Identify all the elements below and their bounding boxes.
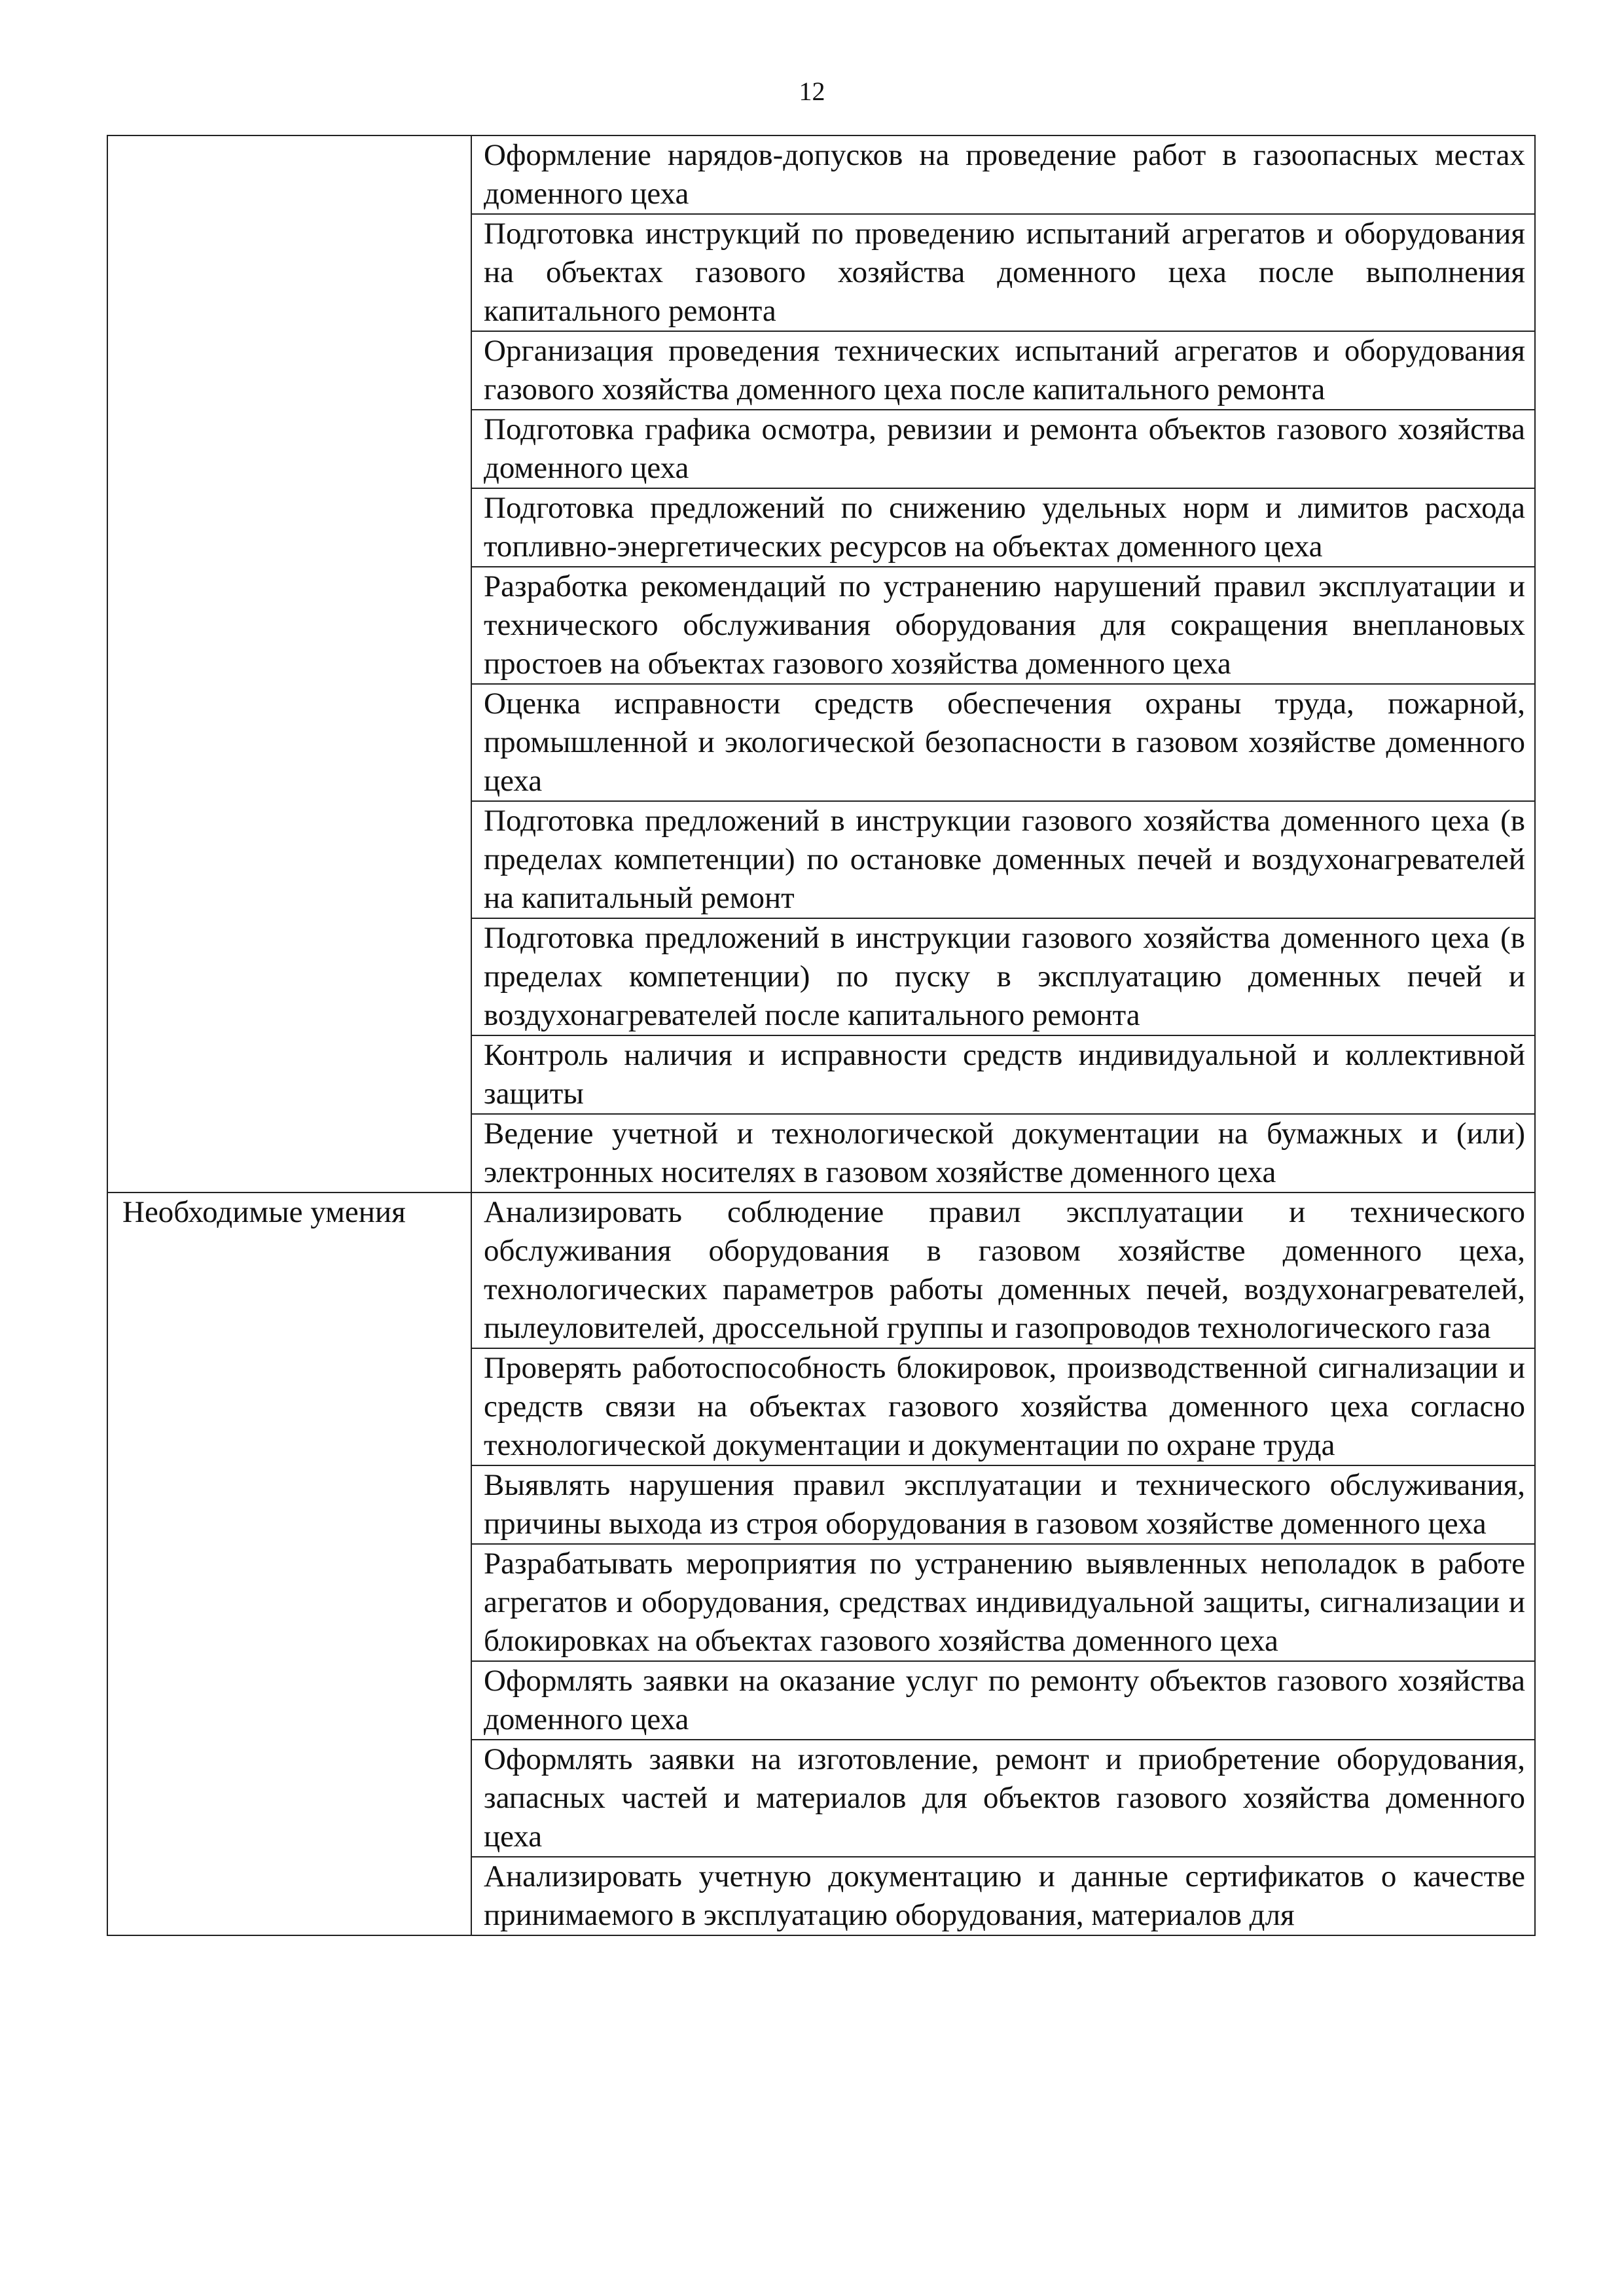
table-cell-item: Оценка исправности средств обеспечения охраны труда, пожарной, промышленной и экологической безопасности в газовом хозяйстве доменного цеха — [471, 684, 1535, 801]
table-cell-item: Подготовка инструкций по проведению испытаний агрегатов и оборудования на объектах газового хозяйства доменного цеха после выполнения капитального ремонта — [471, 214, 1535, 331]
table-cell-item: Анализировать соблюдение правил эксплуатации и технического обслуживания оборудования в газовом хозяйстве доменного цеха, технологических параметров работы доменных печей, воздухонагревателей, пылеуловителей, дроссельной группы и газопроводов технологического газа — [471, 1193, 1535, 1348]
requirements-table — [107, 135, 1536, 1936]
table-cell-item: Ведение учетной и технологической документации на бумажных и (или) электронных носителях в газовом хозяйстве доменного цеха — [471, 1114, 1535, 1193]
table-row — [107, 1193, 1535, 1348]
table-cell-item: Контроль наличия и исправности средств индивидуальной и коллективной защиты — [471, 1035, 1535, 1114]
table-cell-item: Выявлять нарушения правил эксплуатации и технического обслуживания, причины выхода из строя оборудования в газовом хозяйстве доменного цеха — [471, 1465, 1535, 1544]
table-cell-item: Разработка рекомендаций по устранению нарушений правил эксплуатации и технического обслуживания оборудования для сокращения внеплановых простоев на объектах газового хозяйства доменного цеха — [471, 567, 1535, 684]
table-cell-item: Подготовка предложений по снижению удельных норм и лимитов расхода топливно-энергетических ресурсов на объектах доменного цеха — [471, 488, 1535, 567]
table-cell-item: Оформлять заявки на изготовление, ремонт и приобретение оборудования, запасных частей и материалов для объектов газового хозяйства доменного цеха — [471, 1740, 1535, 1857]
table-cell-item: Разрабатывать мероприятия по устранению выявленных неполадок в работе агрегатов и оборудования, средствах индивидуальной защиты, сигнализации и блокировках на объектах газового хозяйства доменного цеха — [471, 1544, 1535, 1661]
page-number: 12 — [799, 77, 825, 106]
table-cell-item: Анализировать учетную документацию и данные сертификатов о качестве принимаемого в эксплуатацию оборудования, материалов для — [471, 1857, 1535, 1935]
table-cell-item: Подготовка предложений в инструкции газового хозяйства доменного цеха (в пределах компетенции) по пуску в эксплуатацию доменных печей и воздухонагревателей после капитального ремонта — [471, 918, 1535, 1035]
table-cell-item: Проверять работоспособность блокировок, производственной сигнализации и средств связи на объектах газового хозяйства доменного цеха согласно технологической документации и документации по охране труда — [471, 1348, 1535, 1465]
table-cell-item: Подготовка предложений в инструкции газового хозяйства доменного цеха (в пределах компетенции) по остановке доменных печей и воздухонагревателей на капитальный ремонт — [471, 801, 1535, 918]
table-row — [107, 135, 1535, 214]
table-cell-item: Подготовка графика осмотра, ревизии и ремонта объектов газового хозяйства доменного цеха — [471, 410, 1535, 488]
label-cell-empty — [107, 135, 471, 1193]
skills-label-cell: Необходимые умения — [107, 1193, 471, 1935]
table-cell-item: Организация проведения технических испытаний агрегатов и оборудования газового хозяйства доменного цеха после капитального ремонта — [471, 331, 1535, 410]
table-cell-item: Оформлять заявки на оказание услуг по ремонту объектов газового хозяйства доменного цеха — [471, 1661, 1535, 1740]
table-cell-item: Оформление нарядов-допусков на проведение работ в газоопасных местах доменного цеха — [471, 135, 1535, 214]
